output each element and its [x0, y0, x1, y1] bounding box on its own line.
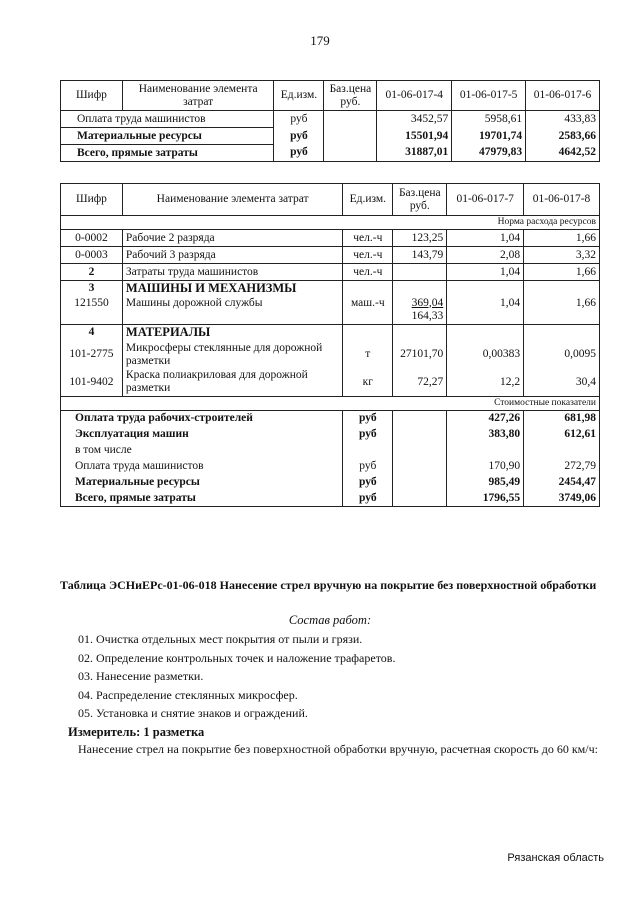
row-unit: руб	[343, 427, 393, 443]
col-price-header: Баз.цена руб.	[324, 81, 377, 111]
row-code: 2	[61, 264, 123, 281]
row-name: Всего, прямые затраты	[61, 145, 274, 162]
row-value: 170,90	[447, 459, 524, 475]
row-value: 681,98	[524, 411, 600, 427]
col-name-header: Наименование элемента затрат	[122, 81, 274, 111]
row-value: 1,66	[524, 297, 600, 325]
row-unit: т	[343, 341, 393, 369]
cost-row	[61, 475, 600, 491]
row-name: Краска полиакриловая для дорожной разметки	[122, 369, 342, 397]
col-code-header: Шифр	[61, 81, 123, 111]
row-price	[324, 145, 377, 162]
list-item: 05. Установка и снятие знаков и ограждений.	[78, 706, 308, 720]
table-row	[61, 111, 600, 128]
row-unit: руб	[274, 111, 324, 128]
measure-unit: Измеритель: 1 разметка	[68, 725, 205, 739]
row-value: 3749,06	[524, 491, 600, 507]
row-unit: руб	[343, 491, 393, 507]
list-item: 02. Определение контрольных точек и наложение трафаретов.	[78, 650, 396, 665]
row-code: 0-0003	[61, 247, 123, 264]
row-unit: руб	[343, 411, 393, 427]
row-price: 123,25	[393, 230, 447, 247]
cost-row	[61, 459, 600, 475]
row-value: 1,04	[447, 230, 524, 247]
list-item: 03. Нанесение разметки.	[78, 669, 204, 683]
col-header-017-6: 01-06-017-6	[526, 81, 600, 111]
section-row	[61, 281, 600, 297]
row-name: в том числе	[61, 443, 343, 459]
table-row	[61, 230, 600, 247]
row-unit: чел.-ч	[343, 247, 393, 264]
table-header-row	[61, 184, 600, 216]
row-name: МАШИНЫ И МЕХАНИЗМЫ	[122, 281, 342, 297]
resource-table-2	[60, 183, 600, 507]
row-price	[393, 297, 447, 325]
cost-table-1	[60, 80, 600, 162]
row-code: 3	[61, 281, 123, 297]
row-unit: чел.-ч	[343, 230, 393, 247]
row-name: Микросферы стеклянные для дорожной разметки	[122, 341, 342, 369]
row-value: 2,08	[447, 247, 524, 264]
row-name: Машины дорожной службы	[122, 297, 342, 325]
row-name: Оплата труда машинистов	[61, 459, 343, 475]
price-secondary: 164,33	[411, 309, 444, 322]
table-row	[61, 145, 600, 162]
cost-row	[61, 491, 600, 507]
list-item: 04. Распределение стеклянных микросфер.	[78, 687, 298, 702]
row-code: 4	[61, 325, 123, 341]
row-value: 433,83	[526, 111, 600, 128]
col-unit-header: Ед.изм.	[343, 184, 393, 216]
row-value: 272,79	[524, 459, 600, 475]
row-price	[324, 128, 377, 145]
row-code: 0-0002	[61, 230, 123, 247]
row-value: 5958,61	[452, 111, 526, 128]
row-name: Затраты труда машинистов	[122, 264, 342, 281]
composition-label: Состав работ:	[288, 613, 372, 627]
row-name: Оплата труда машинистов	[61, 111, 274, 128]
row-name: Оплата труда рабочих-строителей	[61, 411, 343, 427]
row-value: 19701,74	[452, 128, 526, 145]
row-name: Материальные ресурсы	[61, 128, 274, 145]
row-code: 101-2775	[61, 341, 123, 369]
page-number: 179	[310, 33, 330, 48]
cost-row	[61, 443, 600, 459]
row-value: 1,66	[524, 264, 600, 281]
section-description: Нанесение стрел на покрытие без поверхностной обработки вручную, расчетная скорость до 60 км/ч:	[78, 742, 598, 756]
row-value: 1796,55	[447, 491, 524, 507]
norm-section-label: Норма расхода ресурсов	[61, 216, 600, 230]
works-list	[78, 630, 598, 723]
list-item: 01. Очистка отдельных мест покрытия от пыли и грязи.	[78, 632, 363, 646]
row-price: 27101,70	[393, 341, 447, 369]
cost-row	[61, 411, 600, 427]
section-title: Таблица ЭСНиЕРс-01-06-018 Нанесение стрел вручную на покрытие без поверхностной обработки	[60, 578, 597, 592]
row-value: 1,66	[524, 230, 600, 247]
col-name-header: Наименование элемента затрат	[122, 184, 342, 216]
col-header-017-7: 01-06-017-7	[447, 184, 524, 216]
row-value: 383,80	[447, 427, 524, 443]
table-row	[61, 297, 600, 325]
row-value: 1,04	[447, 264, 524, 281]
col-price-header: Баз.цена руб.	[393, 184, 447, 216]
row-price	[324, 111, 377, 128]
row-value: 3,32	[524, 247, 600, 264]
cost-row	[61, 427, 600, 443]
row-unit: маш.-ч	[343, 297, 393, 325]
row-value: 4642,52	[526, 145, 600, 162]
row-value: 30,4	[524, 369, 600, 397]
col-header-017-4: 01-06-017-4	[377, 81, 452, 111]
table-row	[61, 341, 600, 369]
row-name: Рабочий 3 разряда	[122, 247, 342, 264]
row-unit: руб	[343, 459, 393, 475]
footer-region: Рязанская область	[507, 852, 604, 864]
cost-section-label: Стоимостные показатели	[61, 397, 600, 411]
row-value: 15501,94	[377, 128, 452, 145]
row-name: Всего, прямые затраты	[61, 491, 343, 507]
row-value: 2583,66	[526, 128, 600, 145]
row-value: 47979,83	[452, 145, 526, 162]
row-value: 0,0095	[524, 341, 600, 369]
row-value: 12,2	[447, 369, 524, 397]
row-unit: руб	[274, 128, 324, 145]
table-row	[61, 369, 600, 397]
col-header-017-5: 01-06-017-5	[452, 81, 526, 111]
row-price: 72,27	[393, 369, 447, 397]
table-row	[61, 128, 600, 145]
row-value: 31887,01	[377, 145, 452, 162]
section-row	[61, 325, 600, 341]
row-value: 2454,47	[524, 475, 600, 491]
row-value: 3452,57	[377, 111, 452, 128]
row-code: 101-9402	[61, 369, 123, 397]
row-price	[393, 264, 447, 281]
row-unit: кг	[343, 369, 393, 397]
col-code-header: Шифр	[61, 184, 123, 216]
col-header-017-8: 01-06-017-8	[524, 184, 600, 216]
table-header-row	[61, 81, 600, 111]
row-name: Рабочие 2 разряда	[122, 230, 342, 247]
row-value: 1,04	[447, 297, 524, 325]
price-primary: 369,04	[411, 296, 444, 309]
row-code: 121550	[61, 297, 123, 325]
row-unit: руб	[274, 145, 324, 162]
col-unit-header: Ед.изм.	[274, 81, 324, 111]
row-unit: чел.-ч	[343, 264, 393, 281]
row-name: Материальные ресурсы	[61, 475, 343, 491]
row-price: 143,79	[393, 247, 447, 264]
row-name: Эксплуатация машин	[61, 427, 343, 443]
table-row	[61, 247, 600, 264]
row-value: 612,61	[524, 427, 600, 443]
row-unit: руб	[343, 475, 393, 491]
row-value: 427,26	[447, 411, 524, 427]
row-name: МАТЕРИАЛЫ	[122, 325, 342, 341]
table-row	[61, 264, 600, 281]
row-value: 0,00383	[447, 341, 524, 369]
row-value: 985,49	[447, 475, 524, 491]
